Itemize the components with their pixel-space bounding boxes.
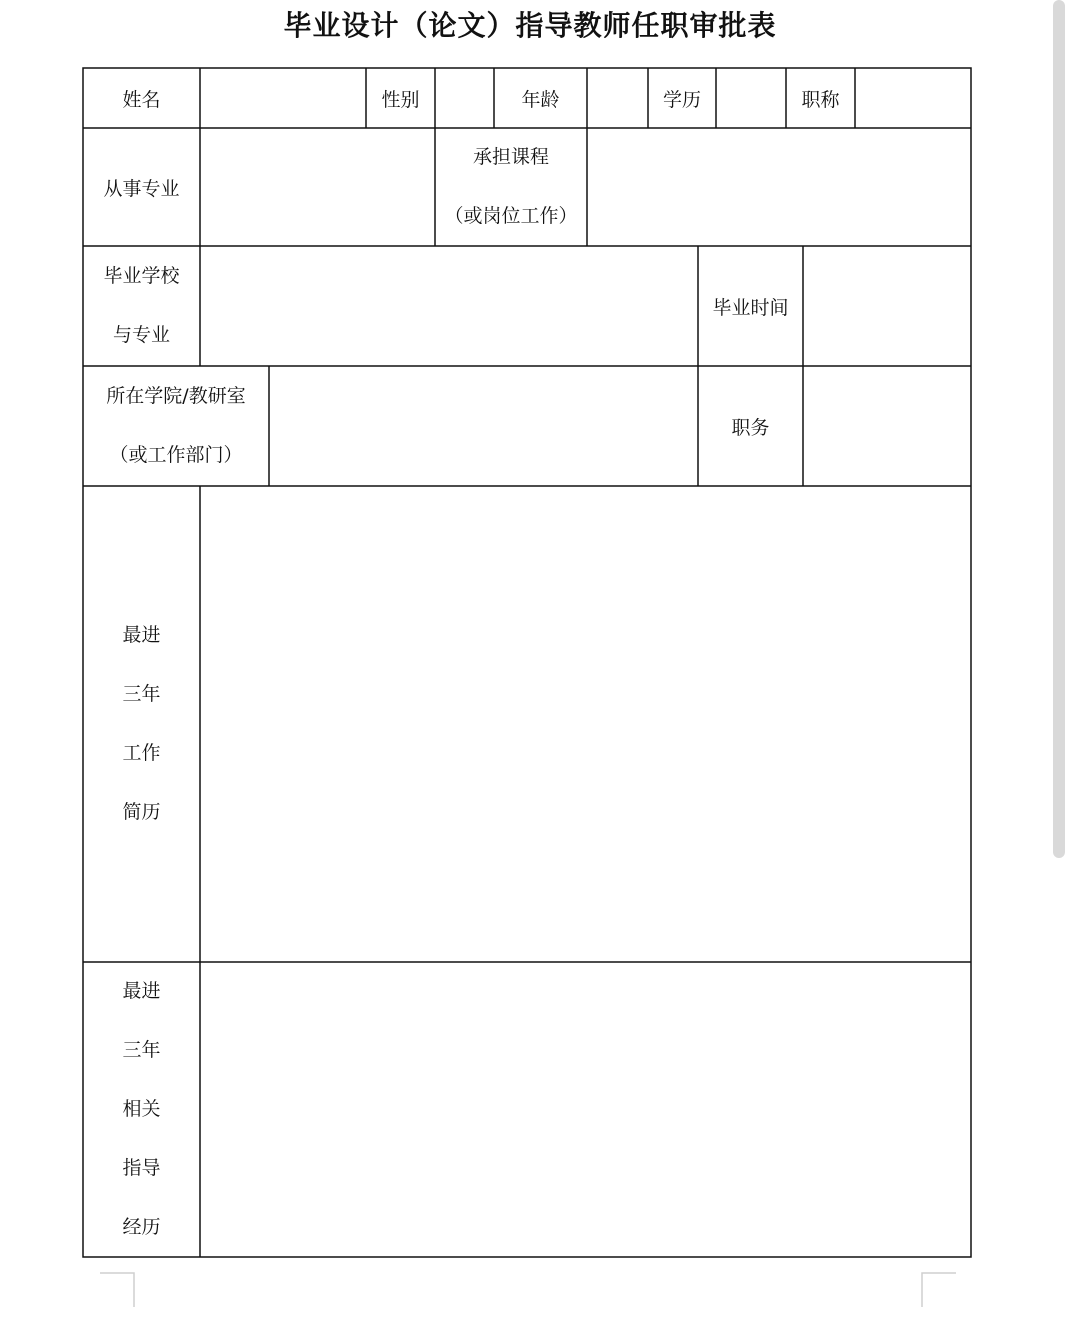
position-field[interactable] (803, 366, 971, 486)
page-crop-marks (0, 1265, 1080, 1315)
gender-label: 性别 (381, 88, 420, 111)
guidance-history-label-line: 最进 (122, 980, 161, 1002)
grad-time-field[interactable] (803, 246, 971, 366)
guidance-history-label (83, 962, 200, 1257)
dept-field[interactable] (269, 366, 698, 486)
education-label: 学历 (662, 88, 701, 111)
dept-label (83, 366, 269, 486)
age-label: 年龄 (521, 88, 560, 111)
school-label (83, 246, 200, 366)
name-label: 姓名 (122, 88, 161, 111)
guidance-history-label-line: 指导 (122, 1157, 161, 1179)
education-field[interactable] (716, 68, 786, 128)
school-label-line2: 与专业 (112, 324, 170, 346)
work-history-label-line: 简历 (122, 801, 161, 823)
major-label: 从事专业 (103, 177, 180, 200)
gender-field[interactable] (435, 68, 494, 128)
guidance-history-label-line: 相关 (122, 1098, 161, 1120)
vertical-scrollbar[interactable] (1053, 0, 1065, 858)
work-history-label (83, 486, 200, 962)
grad-time-label: 毕业时间 (712, 296, 789, 319)
title-rank-field[interactable] (855, 68, 971, 128)
dept-label-line2: （或工作部门） (109, 444, 243, 466)
dept-label-line1: 所在学院/教研室 (106, 385, 246, 407)
course-field[interactable] (587, 128, 971, 246)
work-history-label-line: 最进 (122, 624, 161, 646)
guidance-history-label-line: 经历 (122, 1216, 161, 1238)
course-label-line2: （或岗位工作） (444, 205, 578, 227)
age-field[interactable] (587, 68, 648, 128)
work-history-label-line: 三年 (122, 683, 161, 705)
school-label-line1: 毕业学校 (103, 265, 180, 287)
title-rank-label: 职称 (801, 88, 840, 111)
guidance-history-field[interactable] (200, 962, 971, 1257)
guidance-history-label-line: 三年 (122, 1039, 161, 1061)
work-history-field[interactable] (200, 486, 971, 962)
course-label (435, 128, 587, 246)
school-field[interactable] (200, 246, 698, 366)
form-title: 毕业设计（论文）指导教师任职审批表 (283, 9, 777, 42)
major-field[interactable] (200, 128, 435, 246)
name-field[interactable] (200, 68, 366, 128)
position-label: 职务 (731, 416, 770, 439)
course-label-line1: 承担课程 (472, 146, 549, 168)
work-history-label-line: 工作 (122, 742, 161, 764)
